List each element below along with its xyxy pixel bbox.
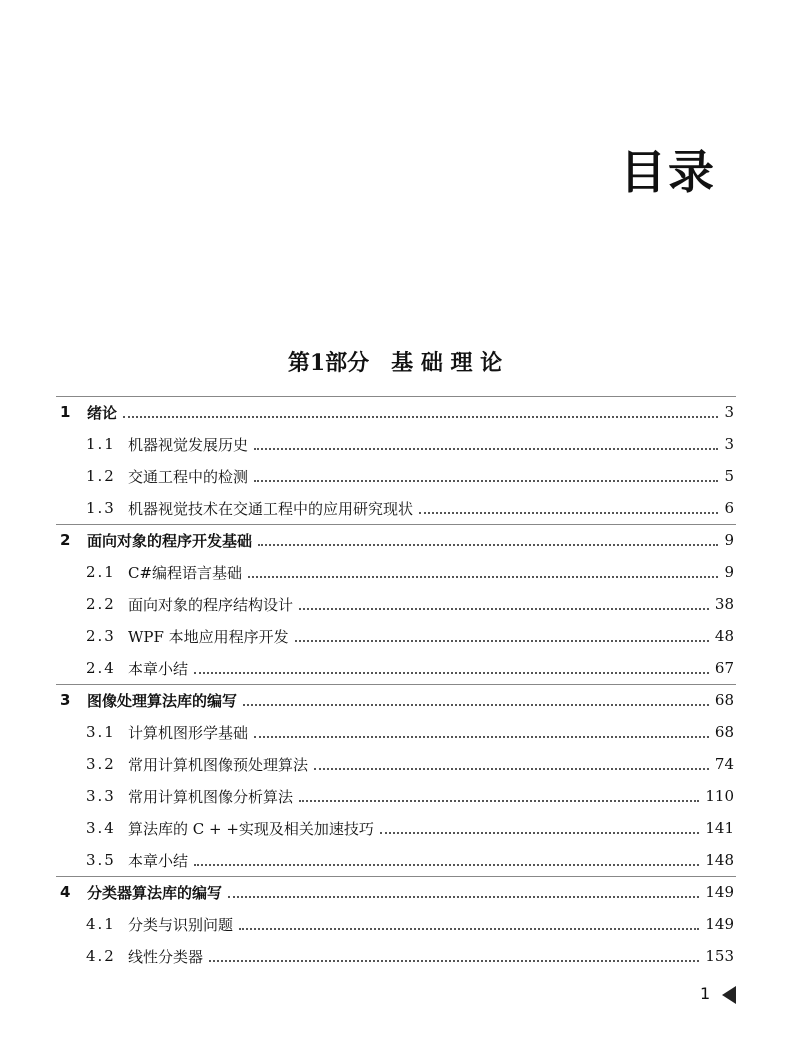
toc-entry-page: 153 bbox=[701, 947, 734, 965]
page-title: 目录 bbox=[620, 145, 716, 199]
toc-entry-title: 交通工程中的检测 bbox=[128, 466, 252, 487]
dot-leader bbox=[314, 766, 709, 770]
toc-entry-page: 148 bbox=[701, 851, 734, 869]
dot-leader bbox=[299, 606, 709, 610]
toc-entry-title: WPF 本地应用程序开发 bbox=[128, 626, 293, 647]
toc-entry-number: 3.2 bbox=[86, 755, 116, 773]
part-label: 第1部分 bbox=[287, 350, 370, 376]
toc-section-row bbox=[0, 748, 790, 780]
chapter-divider bbox=[56, 524, 736, 525]
toc-entry-number: 1.1 bbox=[86, 435, 116, 453]
dot-leader bbox=[123, 414, 718, 418]
toc-section-row bbox=[0, 716, 790, 748]
toc-entry-page: 74 bbox=[711, 755, 734, 773]
toc-chapter-row bbox=[0, 684, 790, 716]
toc-entry-number: 2.2 bbox=[86, 595, 116, 613]
toc-section-row bbox=[0, 844, 790, 876]
toc-entry-title: 分类与识别问题 bbox=[128, 914, 237, 935]
part-name: 基 础 理 论 bbox=[391, 350, 503, 376]
toc-section-row bbox=[0, 652, 790, 684]
toc-entry-page: 68 bbox=[711, 691, 734, 709]
toc-entry-page: 149 bbox=[701, 883, 734, 901]
toc-entry-number: 1.3 bbox=[86, 499, 116, 517]
toc-entry-page: 149 bbox=[701, 915, 734, 933]
toc-entry-title: 本章小结 bbox=[128, 850, 192, 871]
toc-entry-number: 3.1 bbox=[86, 723, 116, 741]
toc-entry-number: 3 bbox=[60, 691, 71, 709]
toc-section-row bbox=[0, 588, 790, 620]
toc-section-row bbox=[0, 940, 790, 972]
toc-entry-number: 3.5 bbox=[86, 851, 116, 869]
toc-chapter-row bbox=[0, 876, 790, 908]
dot-leader bbox=[209, 958, 699, 962]
dot-leader bbox=[248, 574, 718, 578]
toc-chapter-row bbox=[0, 524, 790, 556]
dot-leader bbox=[419, 510, 718, 514]
toc-entry-page: 3 bbox=[720, 403, 734, 421]
toc-entry-title: 线性分类器 bbox=[128, 946, 207, 967]
toc-section-row bbox=[0, 428, 790, 460]
dot-leader bbox=[254, 478, 718, 482]
toc-entry-number: 3.3 bbox=[86, 787, 116, 805]
toc-entry-title: 面向对象的程序结构设计 bbox=[128, 594, 297, 615]
toc-entry-number: 1.2 bbox=[86, 467, 116, 485]
toc-section-row bbox=[0, 780, 790, 812]
toc-entry-title: 常用计算机图像分析算法 bbox=[128, 786, 297, 807]
toc-entry-number: 1 bbox=[60, 403, 71, 421]
toc-entry-title: 本章小结 bbox=[128, 658, 192, 679]
toc-entry-title: 面向对象的程序开发基础 bbox=[87, 530, 256, 551]
toc-entry-title: 图像处理算法库的编写 bbox=[87, 690, 241, 711]
toc-entry-title: 计算机图形学基础 bbox=[128, 722, 252, 743]
toc-entry-number: 2.3 bbox=[86, 627, 116, 645]
dot-leader bbox=[254, 734, 709, 738]
toc-entry-number: 4.1 bbox=[86, 915, 116, 933]
left-arrow-icon bbox=[722, 986, 736, 1004]
dot-leader bbox=[194, 862, 699, 866]
toc-section-row bbox=[0, 492, 790, 524]
toc-section-row bbox=[0, 908, 790, 940]
toc-entry-number: 4 bbox=[60, 883, 71, 901]
toc-entry-page: 38 bbox=[711, 595, 734, 613]
dot-leader bbox=[194, 670, 709, 674]
toc-section-row bbox=[0, 812, 790, 844]
toc-entry-number: 2.4 bbox=[86, 659, 116, 677]
toc-entry-title: 机器视觉技术在交通工程中的应用研究现状 bbox=[128, 498, 417, 519]
dot-leader bbox=[239, 926, 699, 930]
toc-chapter-row bbox=[0, 396, 790, 428]
page-number: 1 bbox=[700, 984, 711, 1003]
toc-entry-title: C#编程语言基础 bbox=[128, 562, 246, 583]
dot-leader bbox=[258, 542, 718, 546]
part-heading bbox=[0, 346, 790, 377]
toc-entry-page: 9 bbox=[720, 531, 734, 549]
dot-leader bbox=[254, 446, 718, 450]
dot-leader bbox=[299, 798, 699, 802]
toc-entry-page: 6 bbox=[720, 499, 734, 517]
toc-entry-number: 2.1 bbox=[86, 563, 116, 581]
toc-entry-page: 48 bbox=[711, 627, 734, 645]
toc-entry-page: 141 bbox=[701, 819, 734, 837]
toc-entry-number: 3.4 bbox=[86, 819, 116, 837]
toc-entry-title: 绪论 bbox=[87, 402, 121, 423]
toc-entry-page: 9 bbox=[720, 563, 734, 581]
dot-leader bbox=[228, 894, 699, 898]
dot-leader bbox=[380, 830, 699, 834]
toc-entry-page: 68 bbox=[711, 723, 734, 741]
dot-leader bbox=[295, 638, 709, 642]
toc-entry-page: 67 bbox=[711, 659, 734, 677]
toc-section-row bbox=[0, 460, 790, 492]
toc-section-row bbox=[0, 620, 790, 652]
toc-entry-title: 算法库的 C + +实现及相关加速技巧 bbox=[128, 818, 378, 839]
toc-entry-number: 4.2 bbox=[86, 947, 116, 965]
dot-leader bbox=[243, 702, 709, 706]
toc-entry-title: 分类器算法库的编写 bbox=[87, 882, 226, 903]
chapter-divider bbox=[56, 876, 736, 877]
toc-entry-page: 5 bbox=[720, 467, 734, 485]
toc-entry-title: 常用计算机图像预处理算法 bbox=[128, 754, 312, 775]
toc-entry-page: 110 bbox=[701, 787, 734, 805]
toc-section-row bbox=[0, 556, 790, 588]
toc-entry-page: 3 bbox=[720, 435, 734, 453]
chapter-divider bbox=[56, 684, 736, 685]
toc-entry-number: 2 bbox=[60, 531, 71, 549]
toc-entry-title: 机器视觉发展历史 bbox=[128, 434, 252, 455]
toc-top-divider bbox=[56, 396, 736, 397]
